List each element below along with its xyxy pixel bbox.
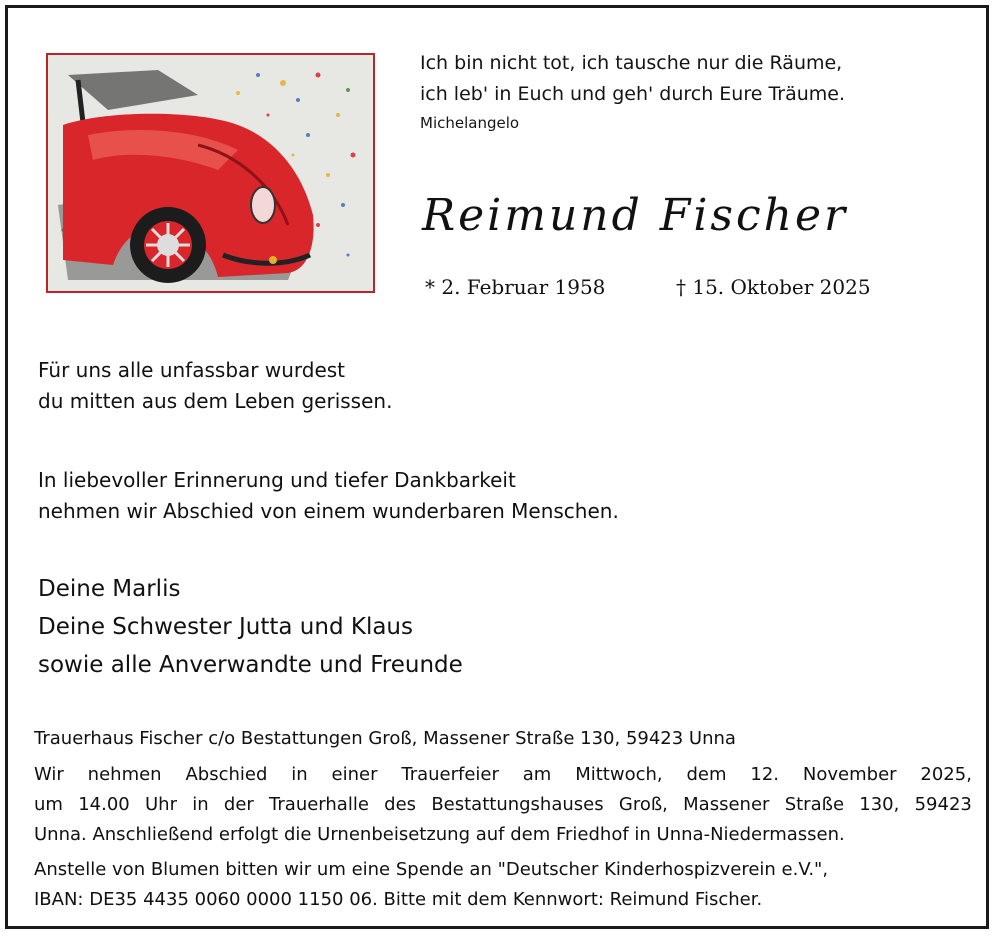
quote [420, 48, 845, 110]
quote-line-2: ich leb' in Euch und geh' durch Eure Träume. [420, 83, 846, 105]
service-info [34, 760, 972, 850]
word: 12. [750, 764, 780, 785]
word: Massener [683, 794, 770, 815]
birth-date: * 2. Februar 1958 [425, 275, 606, 299]
word: um [34, 794, 63, 815]
word: einer [331, 764, 378, 785]
word: in [192, 794, 209, 815]
word: 14.00 [78, 794, 130, 815]
word: 2025, [920, 764, 972, 785]
word: der [223, 794, 254, 815]
word: Uhr [144, 794, 177, 815]
paragraph-2-line-1: In liebevoller Erinnerung und tiefer Dankbarkeit [38, 468, 516, 492]
mourner-line: Deine Schwester Jutta und Klaus [38, 614, 413, 640]
word: Abschied [185, 764, 268, 785]
word: Trauerfeier [401, 764, 499, 785]
word: Groß, [618, 794, 668, 815]
car-painting-image [46, 53, 375, 293]
word: 59423 [914, 794, 972, 815]
word: 130, [859, 794, 900, 815]
quote-line-1: Ich bin nicht tot, ich tausche nur die Räume, [420, 52, 843, 74]
quote-author: Michelangelo [420, 114, 520, 132]
funeral-home-address: Trauerhaus Fischer c/o Bestattungen Groß, Massener Straße 130, 59423 Unna [34, 728, 736, 749]
deceased-name: Reimund Fischer [422, 190, 849, 241]
service-line-1 [34, 760, 972, 790]
deceased-name-signature [418, 178, 863, 252]
service-line-3: Unna. Anschließend erfolgt die Urnenbeisetzung auf dem Friedhof in Unna-Niedermassen. [34, 824, 845, 845]
mourners-list [38, 570, 463, 684]
word: des [384, 794, 417, 815]
word: Straße [784, 794, 845, 815]
word: Bestattungshauses [431, 794, 604, 815]
word: am [522, 764, 552, 785]
donation-line-2: IBAN: DE35 4435 0060 0000 1150 06. Bitte mit dem Kennwort: Reimund Fischer. [34, 889, 763, 910]
death-date: † 15. Oktober 2025 [676, 275, 871, 299]
paragraph-1-line-2: du mitten aus dem Leben gerissen. [38, 389, 393, 413]
word: Wir [34, 764, 64, 785]
word: in [291, 764, 308, 785]
service-line-2 [34, 790, 972, 820]
donation-line-1: Anstelle von Blumen bitten wir um eine Spende an "Deutscher Kinderhospizverein e.V.", [34, 859, 829, 880]
word: Mittwoch, [575, 764, 663, 785]
paragraph-1 [38, 355, 392, 417]
word: Trauerhalle [269, 794, 369, 815]
mourner-line: Deine Marlis [38, 576, 181, 602]
paragraph-2 [38, 465, 619, 527]
word: November [802, 764, 897, 785]
word: nehmen [87, 764, 162, 785]
word: dem [686, 764, 727, 785]
paragraph-2-line-2: nehmen wir Abschied von einem wunderbaren Menschen. [38, 499, 619, 523]
donation-info [34, 855, 828, 915]
mourner-line: sowie alle Anverwandte und Freunde [38, 652, 463, 678]
paragraph-1-line-1: Für uns alle unfassbar wurdest [38, 358, 346, 382]
